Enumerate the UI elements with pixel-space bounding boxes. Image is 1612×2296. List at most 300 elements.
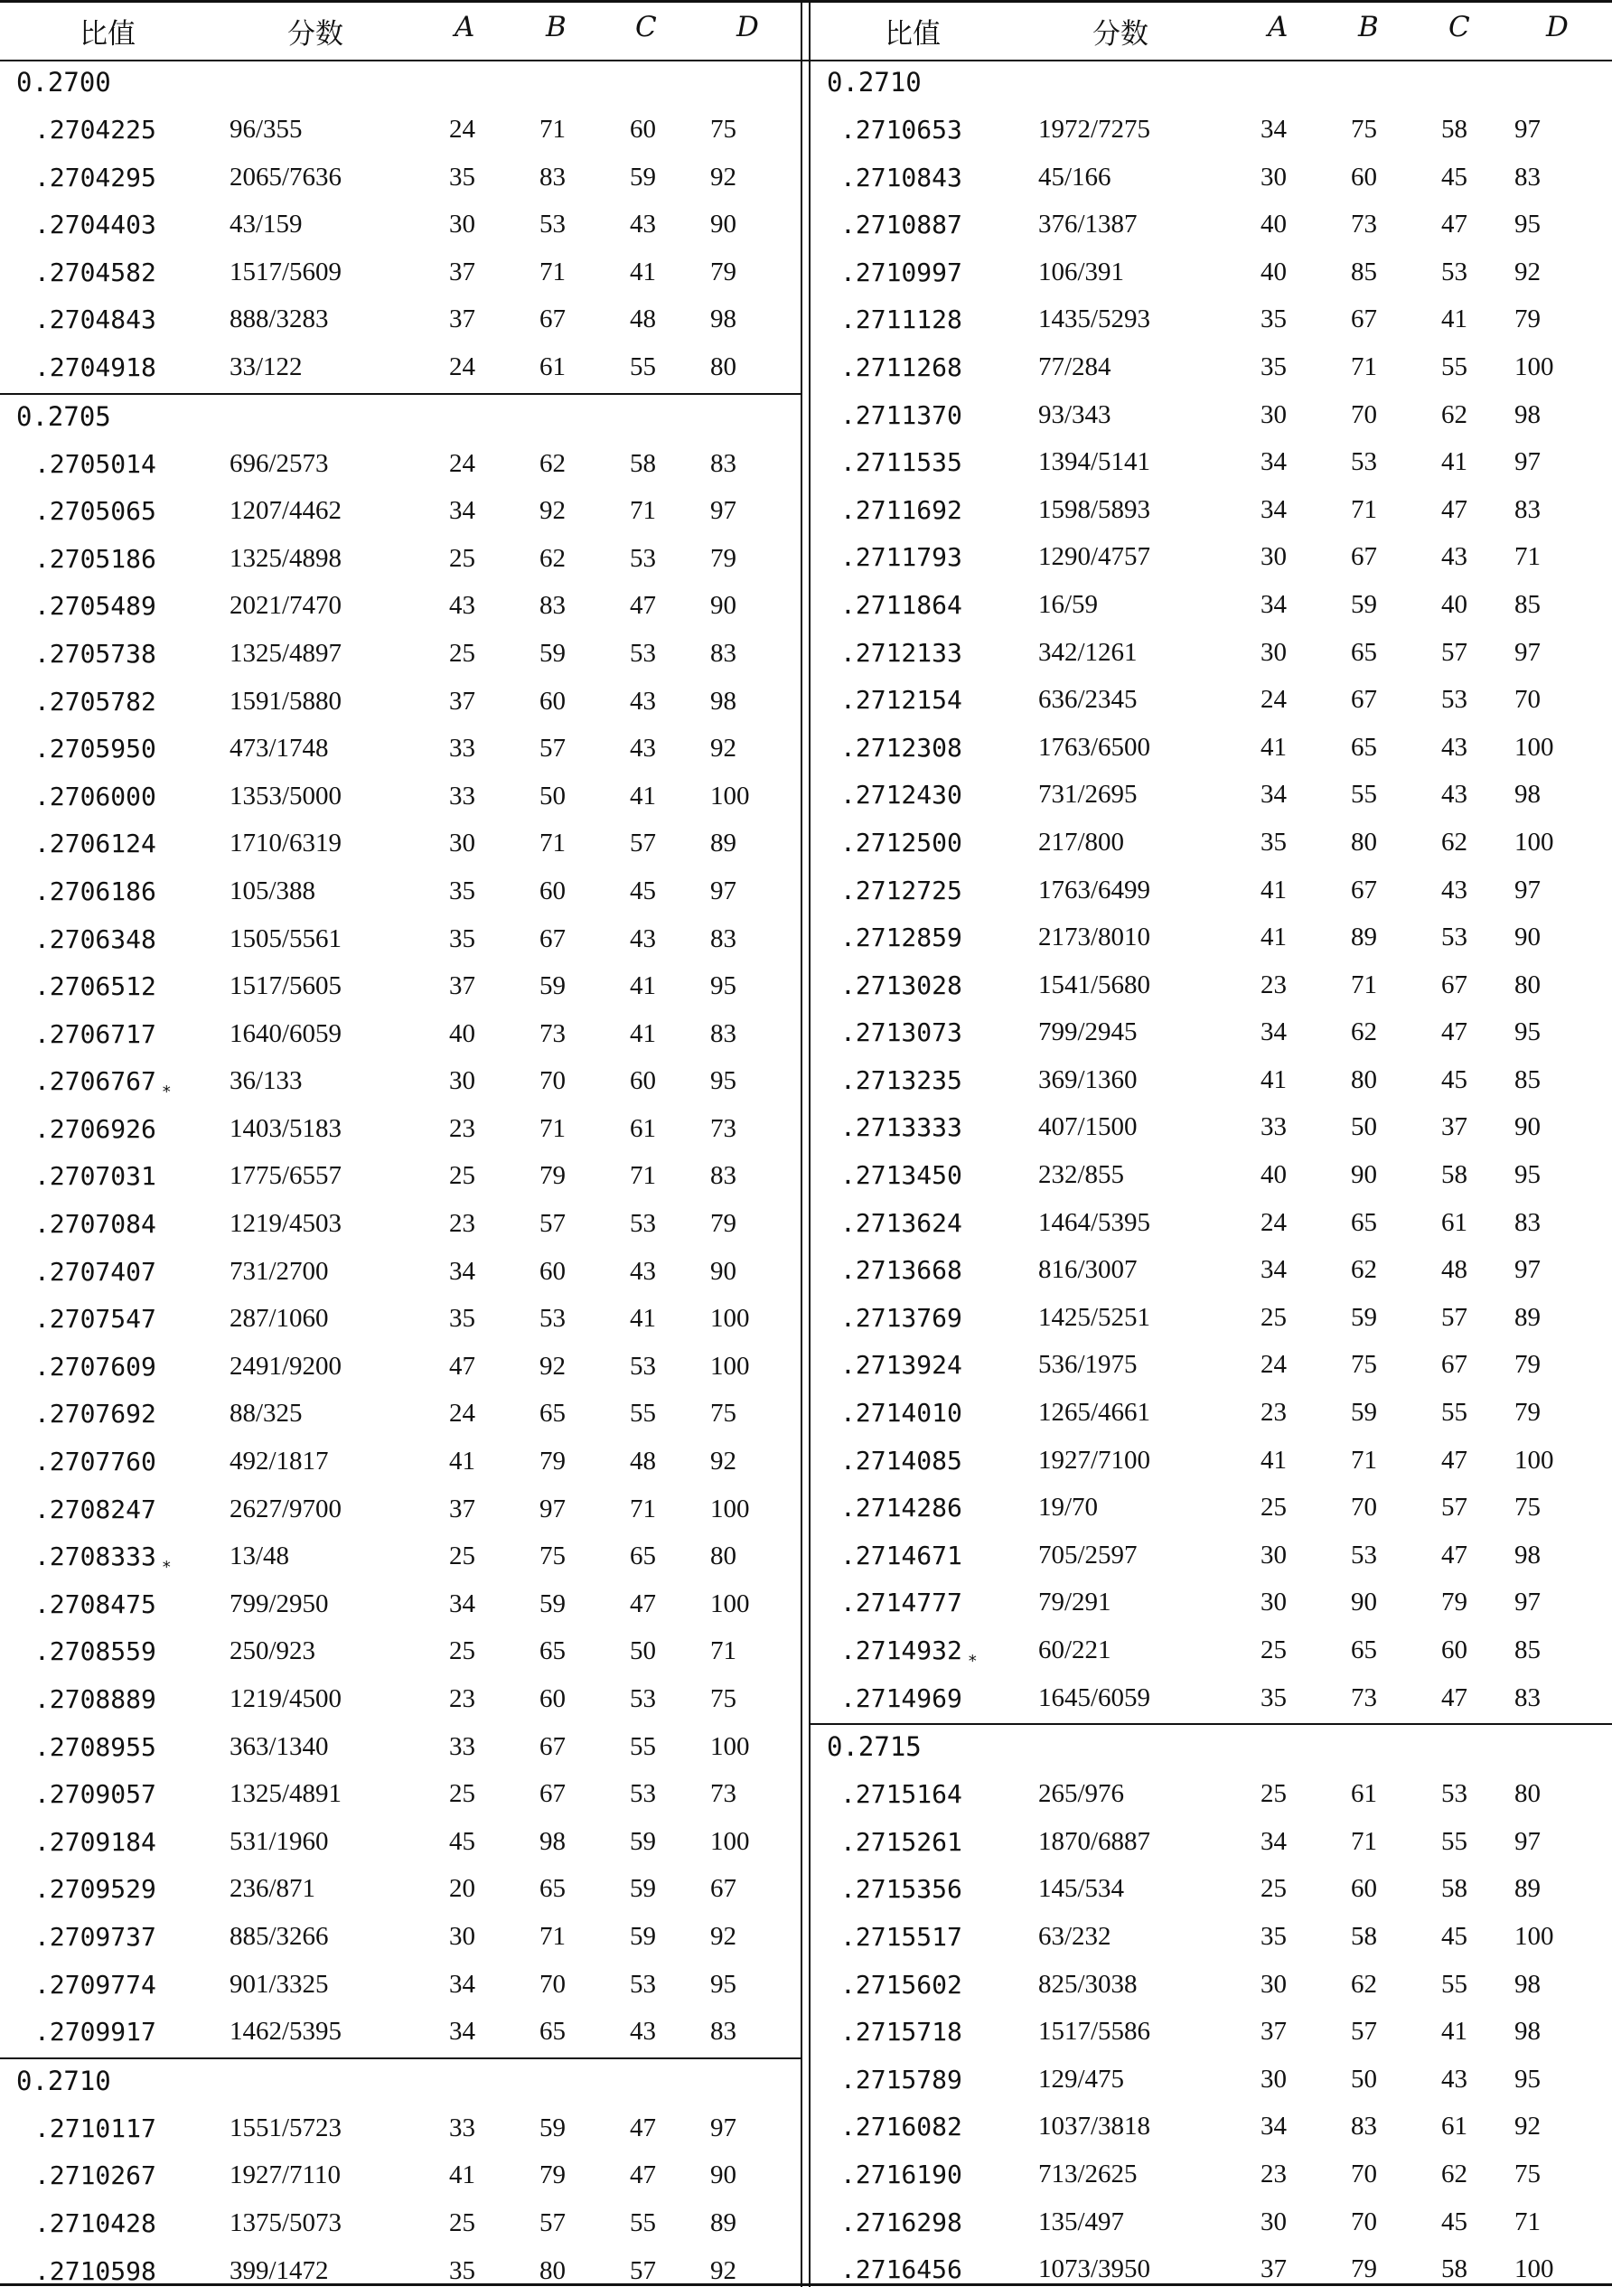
c-cell: 43 (1441, 732, 1467, 762)
header-d: D (1546, 11, 1569, 43)
c-cell: 53 (1441, 257, 1467, 286)
table-row (811, 1296, 1612, 1344)
ratio-cell: .2715164 (840, 1779, 962, 1810)
ratio-cell: .2711692 (840, 494, 962, 525)
ratio-cell: .2710267 (34, 2160, 156, 2191)
ratio-cell: .2708333 $_*$ (34, 1542, 172, 1578)
ratio-cell: .2707760 (34, 1447, 156, 1477)
table-row (811, 1248, 1612, 1296)
ratio-cell: .2715517 (840, 1921, 962, 1952)
a-cell: 37 (1261, 2017, 1287, 2047)
ratio-cell: .2712133 (840, 637, 962, 668)
c-cell: 40 (1441, 589, 1467, 619)
table-row (0, 632, 801, 679)
fraction-cell: 1972/7275 (1038, 115, 1151, 144)
a-cell: 30 (1261, 637, 1287, 667)
ratio-cell: .2713668 (840, 1255, 962, 1286)
b-cell: 53 (1351, 1540, 1377, 1570)
d-cell: 97 (1514, 115, 1541, 144)
ratio-cell: .2710843 (840, 162, 962, 192)
d-cell: 100 (1514, 1921, 1554, 1951)
table-row (811, 2104, 1612, 2152)
table-row (811, 1963, 1612, 2010)
ratio-cell: .2710428 (34, 2207, 156, 2238)
b-cell: 59 (539, 638, 566, 668)
a-cell: 23 (1261, 2159, 1287, 2188)
table-row (811, 250, 1612, 298)
b-cell: 61 (539, 351, 566, 381)
ratio-cell: .2707547 (34, 1304, 156, 1335)
b-cell: 70 (539, 1066, 566, 1096)
fraction-cell: 1394/5141 (1038, 447, 1151, 477)
b-cell: 59 (1351, 1302, 1377, 1332)
c-cell: 43 (630, 734, 656, 764)
fraction-cell: 16/59 (1038, 589, 1099, 619)
b-cell: 65 (539, 2017, 566, 2047)
group-heading-label: 0.2705 (16, 400, 111, 432)
d-cell: 85 (1514, 589, 1541, 619)
c-cell: 43 (1441, 780, 1467, 810)
ratio-cell: .2715718 (840, 2017, 962, 2048)
d-cell: 95 (1514, 1160, 1541, 1190)
ratio-cell: .2705065 (34, 496, 156, 527)
a-cell: 41 (1261, 732, 1287, 762)
d-cell: 89 (1514, 1302, 1541, 1332)
table-row (811, 1010, 1612, 1058)
a-cell: 34 (1261, 494, 1287, 524)
a-cell: 41 (1261, 875, 1287, 904)
fraction-cell: 19/70 (1038, 1493, 1099, 1523)
table-row (0, 155, 801, 203)
table-row (0, 250, 801, 298)
ratio-cell: .2708247 (34, 1494, 156, 1524)
a-cell: 30 (1261, 2064, 1287, 2094)
table-row (811, 1485, 1612, 1533)
b-cell: 59 (539, 971, 566, 1001)
b-cell: 83 (539, 162, 566, 192)
fraction-cell: 473/1748 (230, 734, 329, 764)
a-cell: 33 (449, 2113, 475, 2142)
ratio-cell: .2709057 (34, 1779, 156, 1810)
ratio-cell: .2716456 (840, 2254, 962, 2285)
c-cell: 48 (1441, 1255, 1467, 1285)
c-cell: 41 (630, 257, 656, 286)
a-cell: 37 (449, 305, 475, 334)
table-row (0, 489, 801, 537)
ratio-cell: .2707084 (34, 1209, 156, 1240)
c-cell: 60 (1441, 1635, 1467, 1664)
table-row (811, 1676, 1612, 1724)
ratio-cell: .2711864 (840, 589, 962, 620)
fraction-cell: 1517/5609 (230, 257, 342, 286)
a-cell: 24 (449, 448, 475, 478)
b-cell: 70 (539, 1969, 566, 1999)
fraction-cell: 287/1060 (230, 1304, 329, 1334)
fraction-cell: 363/1340 (230, 1731, 329, 1761)
c-cell: 53 (1441, 1779, 1467, 1809)
fraction-cell: 1517/5586 (1038, 2017, 1151, 2047)
c-cell: 41 (630, 971, 656, 1001)
fraction-cell: 2627/9700 (230, 1494, 342, 1523)
a-cell: 40 (1261, 210, 1287, 239)
c-cell: 53 (630, 1684, 656, 1713)
ratio-cell: .2708559 (34, 1636, 156, 1667)
a-cell: 37 (449, 686, 475, 716)
d-cell: 90 (710, 591, 736, 621)
b-cell: 62 (1351, 1255, 1377, 1285)
d-cell: 100 (710, 1304, 750, 1334)
fraction-cell: 1710/6319 (230, 829, 342, 858)
fraction-cell: 1645/6059 (1038, 1682, 1151, 1712)
a-cell: 34 (449, 496, 475, 526)
table-row (811, 2057, 1612, 2105)
table-row (811, 2247, 1612, 2295)
a-cell: 34 (1261, 1255, 1287, 1285)
ratio-cell: .2710887 (840, 210, 962, 240)
c-cell: 59 (630, 1826, 656, 1856)
c-cell: 50 (630, 1636, 656, 1666)
b-cell: 65 (1351, 1635, 1377, 1664)
c-cell: 53 (1441, 685, 1467, 715)
table-row (811, 1915, 1612, 1963)
b-cell: 50 (1351, 1112, 1377, 1142)
table-row (0, 297, 801, 345)
a-cell: 35 (449, 162, 475, 192)
a-cell: 35 (1261, 305, 1287, 334)
c-cell: 47 (1441, 210, 1467, 239)
asterisk-mark: * (161, 1082, 172, 1102)
c-cell: 65 (630, 1542, 656, 1571)
d-cell: 79 (710, 1209, 736, 1239)
c-cell: 59 (630, 1921, 656, 1951)
ratio-cell: .2711370 (840, 399, 962, 430)
ratio-cell: .2707407 (34, 1256, 156, 1287)
b-cell: 71 (539, 1113, 566, 1143)
table-row (0, 869, 801, 917)
b-cell: 92 (539, 496, 566, 526)
a-cell: 34 (1261, 589, 1287, 619)
header-fraction: 分数 (1092, 18, 1148, 51)
c-cell: 41 (630, 1018, 656, 1048)
c-cell: 43 (630, 1256, 656, 1286)
ratio-cell: .2714286 (840, 1493, 962, 1523)
b-cell: 71 (1351, 494, 1377, 524)
fraction-cell: 1464/5395 (1038, 1207, 1151, 1237)
d-cell: 83 (710, 1018, 736, 1048)
fraction-cell: 60/221 (1038, 1635, 1111, 1664)
header-a: A (1268, 11, 1289, 43)
d-cell: 100 (710, 1731, 750, 1761)
ratio-cell: .2706186 (34, 876, 156, 906)
ratio-cell: .2714671 (840, 1540, 962, 1570)
c-cell: 47 (1441, 494, 1467, 524)
b-cell: 79 (539, 1447, 566, 1476)
b-cell: 71 (1351, 351, 1377, 381)
a-cell: 30 (1261, 542, 1287, 572)
c-cell: 45 (1441, 162, 1467, 192)
a-cell: 37 (449, 257, 475, 286)
a-cell: 45 (449, 1826, 475, 1856)
b-cell: 70 (1351, 399, 1377, 429)
fraction-cell: 369/1360 (1038, 1064, 1138, 1094)
ratio-cell: .2714932 $_*$ (840, 1635, 978, 1671)
d-cell: 75 (710, 115, 736, 144)
table-row (811, 1439, 1612, 1486)
c-cell: 45 (1441, 1064, 1467, 1094)
ratio-cell: .2705489 (34, 591, 156, 622)
fraction-cell: 45/166 (1038, 162, 1111, 192)
c-cell: 41 (1441, 447, 1467, 477)
ratio-cell: .2704295 (34, 162, 156, 192)
table-row (811, 345, 1612, 393)
b-cell: 65 (539, 1874, 566, 1904)
c-cell: 43 (1441, 2064, 1467, 2094)
a-cell: 35 (1261, 1682, 1287, 1712)
fraction-cell: 531/1960 (230, 1826, 329, 1856)
c-cell: 43 (1441, 542, 1467, 572)
table-row (811, 535, 1612, 583)
d-cell: 95 (1514, 2064, 1541, 2094)
table-row (811, 108, 1612, 155)
ratio-cell: .2710117 (34, 2113, 156, 2143)
d-cell: 90 (1514, 1112, 1541, 1142)
d-cell: 98 (1514, 780, 1541, 810)
ratio-cell: .2713073 (840, 1017, 962, 1048)
fraction-cell: 145/534 (1038, 1874, 1125, 1904)
d-cell: 79 (710, 257, 736, 286)
fraction-cell: 731/2700 (230, 1256, 329, 1286)
ratio-cell: .2709737 (34, 1921, 156, 1952)
asterisk-mark: * (161, 1558, 172, 1578)
a-cell: 25 (449, 543, 475, 573)
d-cell: 95 (710, 971, 736, 1001)
table-row (0, 108, 801, 155)
b-cell: 55 (1351, 780, 1377, 810)
ratio-cell: .2706717 (34, 1018, 156, 1049)
a-cell: 30 (1261, 2207, 1287, 2236)
fraction-cell: 342/1261 (1038, 637, 1138, 667)
a-cell: 33 (1261, 1112, 1287, 1142)
fraction-cell: 2065/7636 (230, 162, 342, 192)
table-row (0, 1677, 801, 1725)
c-cell: 55 (630, 2207, 656, 2237)
d-cell: 83 (1514, 494, 1541, 524)
ratio-cell: .2709529 (34, 1874, 156, 1905)
table-row (0, 1629, 801, 1677)
ratio-cell: .2710598 (34, 2255, 156, 2286)
fraction-cell: 1325/4891 (230, 1779, 342, 1809)
b-cell: 83 (539, 591, 566, 621)
c-cell: 55 (1441, 1398, 1467, 1428)
c-cell: 47 (1441, 1445, 1467, 1475)
ratio-cell: .2712859 (840, 923, 962, 953)
d-cell: 71 (1514, 2207, 1541, 2236)
c-cell: 45 (630, 876, 656, 905)
a-cell: 30 (1261, 162, 1287, 192)
c-cell: 59 (630, 1874, 656, 1904)
d-cell: 100 (710, 1351, 750, 1381)
c-cell: 48 (630, 305, 656, 334)
d-cell: 73 (710, 1113, 736, 1143)
d-cell: 100 (710, 1494, 750, 1523)
ratio-cell: .2715261 (840, 1826, 962, 1857)
ratio-cell: .2706000 (34, 781, 156, 811)
b-cell: 65 (1351, 732, 1377, 762)
table-row (0, 1915, 801, 1963)
table-row (811, 963, 1612, 1011)
b-cell: 53 (1351, 447, 1377, 477)
fraction-cell: 1073/3950 (1038, 2254, 1151, 2284)
b-cell: 67 (539, 1779, 566, 1809)
b-cell: 73 (1351, 1682, 1377, 1712)
d-cell: 97 (1514, 875, 1541, 904)
c-cell: 57 (630, 2255, 656, 2285)
c-cell: 41 (1441, 2017, 1467, 2047)
table-row (0, 1487, 801, 1535)
table-row (0, 442, 801, 490)
d-cell: 79 (1514, 305, 1541, 334)
table-row (0, 679, 801, 727)
a-cell: 23 (449, 1113, 475, 1143)
fraction-cell: 825/3038 (1038, 1969, 1138, 1999)
table-row (0, 821, 801, 869)
fraction-cell: 77/284 (1038, 351, 1111, 381)
c-cell: 79 (1441, 1588, 1467, 1617)
b-cell: 60 (1351, 1874, 1377, 1904)
a-cell: 37 (1261, 2254, 1287, 2284)
b-cell: 58 (1351, 1921, 1377, 1951)
d-cell: 83 (710, 1161, 736, 1191)
fraction-cell: 2491/9200 (230, 1351, 342, 1381)
a-cell: 30 (449, 1066, 475, 1096)
c-cell: 53 (630, 543, 656, 573)
fraction-cell: 33/122 (230, 351, 303, 381)
d-cell: 100 (710, 781, 750, 811)
fraction-cell: 1517/5605 (230, 971, 342, 1001)
group-heading (0, 61, 801, 108)
table-row (0, 1963, 801, 2010)
table-row (811, 1580, 1612, 1628)
d-cell: 73 (710, 1779, 736, 1809)
d-cell: 75 (1514, 1493, 1541, 1523)
ratio-cell: .2706348 (34, 923, 156, 954)
a-cell: 34 (1261, 447, 1287, 477)
fraction-cell: 1290/4757 (1038, 542, 1151, 572)
b-cell: 67 (539, 923, 566, 953)
b-cell: 67 (539, 305, 566, 334)
d-cell: 98 (710, 686, 736, 716)
ratio-cell: .2706767 $_*$ (34, 1066, 172, 1102)
fraction-cell: 1505/5561 (230, 923, 342, 953)
a-cell: 25 (449, 1636, 475, 1666)
fraction-cell: 407/1500 (1038, 1112, 1138, 1142)
c-cell: 55 (1441, 351, 1467, 381)
b-cell: 71 (539, 115, 566, 144)
b-cell: 70 (1351, 2207, 1377, 2236)
c-cell: 57 (630, 829, 656, 858)
d-cell: 92 (710, 2255, 736, 2285)
d-cell: 89 (1514, 1874, 1541, 1904)
fraction-cell: 1353/5000 (230, 781, 342, 811)
table-row (0, 1012, 801, 1060)
table-row (811, 440, 1612, 488)
d-cell: 100 (1514, 827, 1554, 857)
header-b: B (1358, 11, 1379, 43)
ratio-cell: .2712725 (840, 875, 962, 905)
a-cell: 30 (449, 829, 475, 858)
fraction-cell: 376/1387 (1038, 210, 1138, 239)
b-cell: 73 (539, 1018, 566, 1048)
d-cell: 71 (710, 1636, 736, 1666)
fraction-cell: 1763/6499 (1038, 875, 1151, 904)
table-row (0, 1582, 801, 1630)
d-cell: 80 (710, 351, 736, 381)
b-cell: 85 (1351, 257, 1377, 286)
fraction-cell: 1219/4500 (230, 1684, 342, 1713)
a-cell: 30 (1261, 1540, 1287, 1570)
a-cell: 35 (449, 1304, 475, 1334)
table-row (0, 964, 801, 1012)
c-cell: 53 (630, 1209, 656, 1239)
ratio-cell: .2714010 (840, 1398, 962, 1429)
ratio-cell: .2716298 (840, 2207, 962, 2237)
fraction-cell: 713/2625 (1038, 2159, 1138, 2188)
b-cell: 79 (1351, 2254, 1377, 2284)
table-row (0, 1345, 801, 1392)
c-cell: 67 (1441, 1350, 1467, 1380)
fraction-cell: 106/391 (1038, 257, 1125, 286)
table-row (0, 1439, 801, 1487)
c-cell: 43 (630, 686, 656, 716)
b-cell: 80 (539, 2255, 566, 2285)
left-table (0, 0, 801, 2296)
a-cell: 30 (449, 1921, 475, 1951)
table-row (811, 868, 1612, 916)
d-cell: 89 (710, 829, 736, 858)
fraction-cell: 888/3283 (230, 305, 329, 334)
table-row (811, 1343, 1612, 1391)
a-cell: 25 (449, 2207, 475, 2237)
ratio-cell: .2709774 (34, 1969, 156, 2000)
ratio-cell: .2713624 (840, 1207, 962, 1238)
header-ratio: 比值 (885, 18, 941, 51)
c-cell: 55 (1441, 1969, 1467, 1999)
a-cell: 24 (449, 115, 475, 144)
fraction-cell: 93/343 (1038, 399, 1111, 429)
fraction-cell: 1640/6059 (230, 1018, 342, 1048)
d-cell: 90 (710, 210, 736, 239)
a-cell: 34 (449, 1256, 475, 1286)
c-cell: 60 (630, 1066, 656, 1096)
b-cell: 62 (539, 543, 566, 573)
c-cell: 41 (1441, 305, 1467, 334)
fraction-cell: 1207/4462 (230, 496, 342, 526)
d-cell: 83 (1514, 1207, 1541, 1237)
fraction-cell: 36/133 (230, 1066, 303, 1096)
d-cell: 83 (710, 2017, 736, 2047)
table-row (811, 1628, 1612, 1676)
ratio-cell: .2713028 (840, 970, 962, 1000)
b-cell: 59 (1351, 589, 1377, 619)
ratio-cell: .2707609 (34, 1351, 156, 1382)
a-cell: 41 (1261, 1064, 1287, 1094)
table-row (811, 488, 1612, 536)
c-cell: 53 (630, 1351, 656, 1381)
d-cell: 100 (710, 1826, 750, 1856)
b-cell: 65 (1351, 637, 1377, 667)
c-cell: 47 (630, 2160, 656, 2190)
d-cell: 97 (1514, 1588, 1541, 1617)
